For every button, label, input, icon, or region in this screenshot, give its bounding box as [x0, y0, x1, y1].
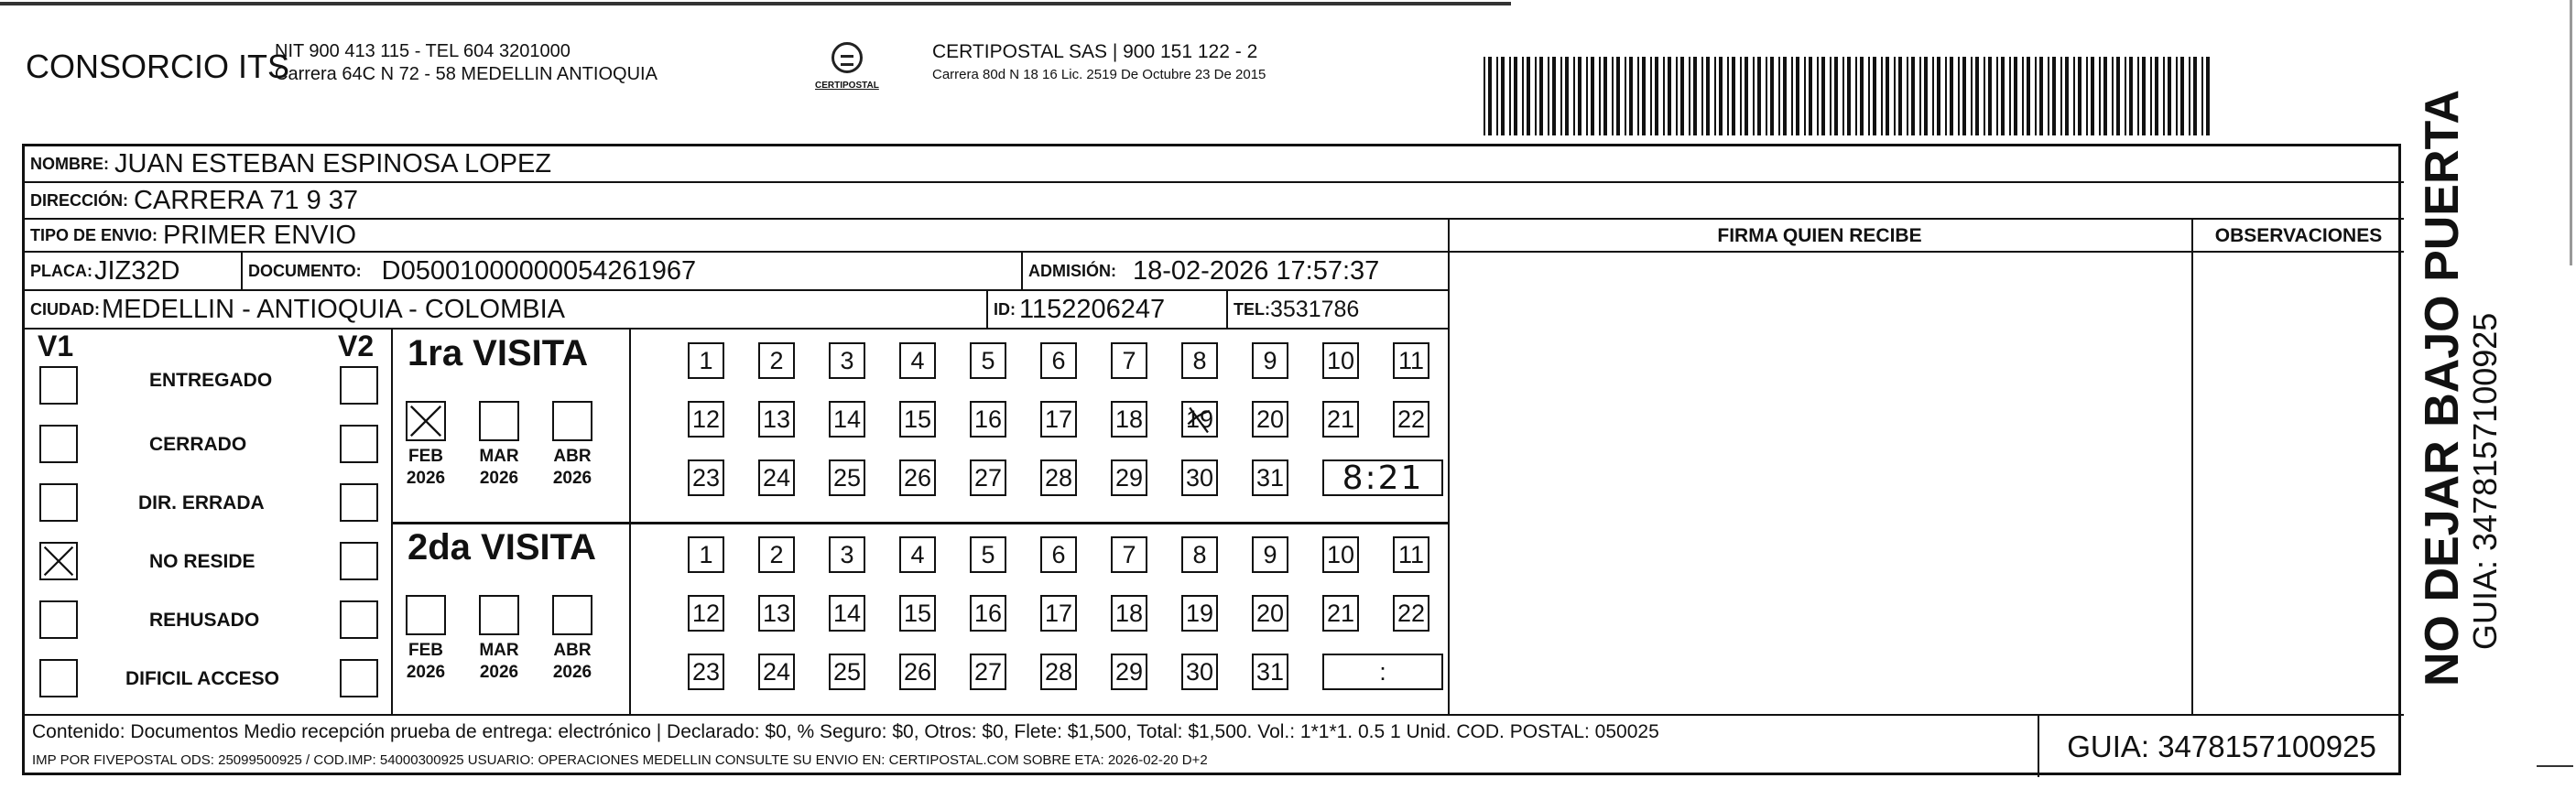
visit-0-day-12[interactable] — [688, 401, 724, 438]
side-vertical-text — [2418, 90, 2504, 686]
visit-1-day-13[interactable] — [758, 595, 795, 632]
visit-1-day-7[interactable] — [1111, 536, 1147, 573]
visit-1-day-29[interactable] — [1111, 654, 1147, 690]
visit-1-day-23[interactable] — [688, 654, 724, 690]
guia-number: GUIA: 3478157100925 — [2038, 716, 2404, 777]
visit-1-day-14[interactable] — [829, 595, 865, 632]
visit-0-day-21[interactable] — [1322, 401, 1359, 438]
visit-1-day-30[interactable] — [1181, 654, 1218, 690]
day-number: 1 — [699, 346, 713, 374]
day-number: 25 — [832, 657, 862, 686]
documento-value: D05001000000054261967 — [381, 255, 697, 286]
visit-1-day-8[interactable] — [1181, 536, 1218, 573]
day-number: 4 — [910, 346, 925, 374]
visit-0-day-25[interactable] — [829, 459, 865, 496]
visit-0-day-9[interactable] — [1252, 342, 1288, 379]
visit-0-day-17[interactable] — [1040, 401, 1077, 438]
status-label-1: CERRADO — [149, 434, 247, 455]
observaciones-header: OBSERVACIONES — [2191, 220, 2404, 253]
day-number: 7 — [1122, 540, 1136, 568]
visit-0-day-15[interactable] — [899, 401, 936, 438]
visit-0-day-4[interactable] — [899, 342, 936, 379]
v1-checkbox-0[interactable] — [39, 366, 78, 405]
visit-1-day-17[interactable] — [1040, 595, 1077, 632]
direccion-value: CARRERA 71 9 37 — [134, 185, 359, 215]
id-value: 1152206247 — [1019, 294, 1166, 324]
visit-0-day-23[interactable] — [688, 459, 724, 496]
footer — [25, 714, 2404, 775]
visit-title-1: 2da VISITA — [408, 527, 596, 567]
tipo-envio-value: PRIMER ENVIO — [163, 220, 357, 250]
v2-checkbox-5[interactable] — [340, 659, 378, 697]
visit-1-time-box[interactable] — [1322, 654, 1443, 690]
day-number: 18 — [1114, 599, 1144, 627]
v2-checkbox-0[interactable] — [340, 366, 378, 405]
visit-1-day-18[interactable] — [1111, 595, 1147, 632]
day-number: 14 — [832, 405, 862, 433]
visit-0-month-label-1: MAR — [479, 447, 519, 466]
top-border-line — [0, 2, 1511, 5]
day-number: 16 — [973, 405, 1003, 433]
day-number: 20 — [1255, 599, 1285, 627]
nombre-label: NOMBRE: — [30, 154, 109, 173]
company-address: Carrera 64C N 72 - 58 MEDELLIN ANTIOQUIA — [275, 64, 658, 84]
day-number: 23 — [691, 463, 721, 492]
visit-0-day-30[interactable] — [1181, 459, 1218, 496]
visit-1-year-label-2: 2026 — [552, 663, 592, 682]
x-mark-icon — [41, 544, 76, 578]
day-number: 19 — [1185, 599, 1214, 627]
day-number: 12 — [691, 405, 721, 433]
day-number: 16 — [973, 599, 1003, 627]
tel-label: TEL: — [1234, 299, 1270, 319]
visit-0-day-31[interactable] — [1252, 459, 1288, 496]
visit-0-day-19[interactable] — [1181, 401, 1218, 438]
no-dejar-bajo-puerta-text: NO DEJAR BAJO PUERTA — [2416, 89, 2469, 686]
visit-0-month-label-0: FEB — [408, 447, 443, 466]
row-nombre — [25, 146, 2404, 183]
day-number: 21 — [1326, 405, 1355, 433]
day-number: 28 — [1044, 463, 1073, 492]
day-number: 30 — [1185, 657, 1214, 686]
day-number: 17 — [1044, 405, 1073, 433]
day-number: 25 — [832, 463, 862, 492]
observaciones-area[interactable] — [2191, 253, 2404, 714]
row-tipo-envio — [25, 220, 1448, 253]
v2-checkbox-4[interactable] — [340, 600, 378, 639]
day-number: 15 — [903, 405, 932, 433]
visit-0-day-20[interactable] — [1252, 401, 1288, 438]
row-direccion — [25, 183, 2404, 220]
day-number: 31 — [1255, 463, 1285, 492]
certipostal-logo-icon: CERTIPOSTAL — [815, 42, 879, 103]
day-number: 2 — [769, 346, 784, 374]
row-ciudad — [25, 291, 1448, 330]
visit-1-day-3[interactable] — [829, 536, 865, 573]
visit-1-month-label-1: MAR — [479, 641, 519, 660]
brand-name: CONSORCIO ITS — [26, 48, 290, 85]
tipo-envio-label: TIPO DE ENVIO: — [30, 225, 158, 244]
v1-checkbox-4[interactable] — [39, 600, 78, 639]
shipping-label-grid — [22, 144, 2401, 775]
corner-tick — [2537, 765, 2573, 767]
visit-1-month-checkbox-0[interactable] — [406, 595, 446, 635]
status-area — [25, 330, 1448, 714]
day-number: 26 — [903, 657, 932, 686]
firma-header: FIRMA QUIEN RECIBE — [1448, 220, 2191, 253]
nombre-value: JUAN ESTEBAN ESPINOSA LOPEZ — [114, 148, 552, 178]
visit-1-day-25[interactable] — [829, 654, 865, 690]
visit-day-grid — [631, 330, 1448, 714]
visit-1-day-28[interactable] — [1040, 654, 1077, 690]
v1-header: V1 — [38, 330, 74, 362]
v2-checkbox-2[interactable] — [340, 483, 378, 522]
row-placa-documento — [25, 253, 1448, 291]
day-number: 17 — [1044, 599, 1073, 627]
day-number: 12 — [691, 599, 721, 627]
visit-0-month-checkbox-1[interactable] — [479, 401, 519, 441]
visit-0-year-label-1: 2026 — [479, 469, 519, 488]
day-number: 27 — [973, 463, 1003, 492]
visit-time-value: : — [1379, 657, 1386, 686]
v2-header: V2 — [338, 330, 375, 362]
day-number: 19 — [1185, 405, 1214, 433]
visit-0-day-22[interactable] — [1393, 401, 1429, 438]
visit-1-day-6[interactable] — [1040, 536, 1077, 573]
day-number: 27 — [973, 657, 1003, 686]
visit-1-month-checkbox-1[interactable] — [479, 595, 519, 635]
day-number: 22 — [1397, 599, 1426, 627]
visit-0-day-1[interactable] — [688, 342, 724, 379]
visit-1-month-checkbox-2[interactable] — [552, 595, 592, 635]
ciudad-value: MEDELLIN - ANTIOQUIA - COLOMBIA — [102, 294, 565, 324]
day-number: 24 — [762, 657, 791, 686]
visit-1-month-label-0: FEB — [408, 641, 443, 660]
certipostal-info — [932, 40, 1266, 86]
placa-value: JIZ32D — [94, 255, 180, 286]
day-number: 5 — [981, 540, 995, 568]
day-mark-icon — [1183, 403, 1216, 436]
day-number: 14 — [832, 599, 862, 627]
day-number: 28 — [1044, 657, 1073, 686]
day-number: 8 — [1192, 346, 1207, 374]
day-number: 7 — [1122, 346, 1136, 374]
day-number: 3 — [840, 540, 854, 568]
certipostal-address: Carrera 80d N 18 16 Lic. 2519 De Octubre 23 De 2015 — [932, 67, 1266, 82]
visit-1-month-label-2: ABR — [553, 641, 592, 660]
day-number: 30 — [1185, 463, 1214, 492]
visit-1-day-5[interactable] — [970, 536, 1006, 573]
visit-0-day-10[interactable] — [1322, 342, 1359, 379]
visit-1-day-27[interactable] — [970, 654, 1006, 690]
day-number: 1 — [699, 540, 713, 568]
visit-1-day-1[interactable] — [688, 536, 724, 573]
visit-0-time-box[interactable] — [1322, 459, 1443, 496]
status-label-5: DIFICIL ACCESO — [125, 668, 280, 689]
visit-0-day-6[interactable] — [1040, 342, 1077, 379]
day-number: 11 — [1397, 540, 1425, 568]
admision-value: 18-02-2026 17:57:37 — [1133, 255, 1380, 286]
day-number: 3 — [840, 346, 854, 374]
day-number: 31 — [1255, 657, 1285, 686]
day-number: 29 — [1114, 463, 1144, 492]
day-number: 20 — [1255, 405, 1285, 433]
visit-0-day-16[interactable] — [970, 401, 1006, 438]
company-nit: NIT 900 413 115 - TEL 604 3201000 — [275, 41, 571, 61]
v2-checkbox-3[interactable] — [340, 542, 378, 580]
day-number: 24 — [762, 463, 791, 492]
tel-value: 3531786 — [1270, 296, 1360, 322]
visit-0-year-label-2: 2026 — [552, 469, 592, 488]
day-number: 10 — [1326, 540, 1355, 568]
visit-1-year-label-1: 2026 — [479, 663, 519, 682]
firma-signature-area[interactable] — [1448, 253, 2191, 714]
day-number: 4 — [910, 540, 925, 568]
day-number: 10 — [1326, 346, 1355, 374]
day-number: 13 — [762, 405, 791, 433]
v1-checkbox-5[interactable] — [39, 659, 78, 697]
visit-0-day-2[interactable] — [758, 342, 795, 379]
visit-0-month-checkbox-0[interactable] — [406, 401, 446, 441]
visit-0-day-5[interactable] — [970, 342, 1006, 379]
v1-checkbox-1[interactable] — [39, 425, 78, 463]
visit-0-day-3[interactable] — [829, 342, 865, 379]
visit-1-day-24[interactable] — [758, 654, 795, 690]
direccion-label: DIRECCIÓN: — [30, 190, 128, 210]
x-mark-icon — [408, 403, 444, 439]
certipostal-nit: CERTIPOSTAL SAS | 900 151 122 - 2 — [932, 41, 1258, 62]
footer-print-line: IMP POR FIVEPOSTAL ODS: 25099500925 / COD.IMP: 54000300925 USUARIO: OPERACIONES MEDELLIN CONSULTE SU ENVIO EN: CERTIPOSTAL.COM SOBRE ETA: 2026-02-20 D+2 — [32, 752, 1208, 768]
day-number: 9 — [1263, 346, 1277, 374]
company-info — [275, 40, 658, 86]
visit-1-year-label-0: 2026 — [406, 663, 446, 682]
visit-title-0: 1ra VISITA — [408, 333, 589, 373]
status-label-2: DIR. ERRADA — [138, 492, 265, 513]
visit-1-day-16[interactable] — [970, 595, 1006, 632]
visit-1-day-10[interactable] — [1322, 536, 1359, 573]
visit-0-day-29[interactable] — [1111, 459, 1147, 496]
id-label: ID: — [994, 299, 1016, 319]
side-guia-text: GUIA: 3478157100925 — [2466, 312, 2504, 650]
v2-checkbox-1[interactable] — [340, 425, 378, 463]
day-number: 5 — [981, 346, 995, 374]
footer-content-line: Contenido: Documentos Medio recepción prueba de entrega: electrónico | Declarado: $0, % Seguro: $0, Otros: $0, Flete: $1,500, Total: $1,500. Vol.: 1*1*1. 0.5 1 Unid. COD. POSTAL: 050025 — [32, 721, 1659, 742]
visit-time-value: 8:21 — [1342, 459, 1424, 497]
visit-0-day-27[interactable] — [970, 459, 1006, 496]
day-number: 23 — [691, 657, 721, 686]
visit-1-day-15[interactable] — [899, 595, 936, 632]
visit-0-day-26[interactable] — [899, 459, 936, 496]
day-number: 8 — [1192, 540, 1207, 568]
admision-label: ADMISIÓN: — [1028, 261, 1116, 280]
status-label-4: REHUSADO — [149, 610, 260, 631]
visit-0-day-18[interactable] — [1111, 401, 1147, 438]
visit-0-day-24[interactable] — [758, 459, 795, 496]
visit-0-day-11[interactable] — [1393, 342, 1429, 379]
visit-1-day-4[interactable] — [899, 536, 936, 573]
day-number: 6 — [1051, 540, 1066, 568]
v1-checkbox-2[interactable] — [39, 483, 78, 522]
status-label-0: ENTREGADO — [149, 370, 273, 391]
visit-1-day-2[interactable] — [758, 536, 795, 573]
visit-1-day-26[interactable] — [899, 654, 936, 690]
v1-checkbox-3[interactable] — [39, 542, 78, 580]
documento-label: DOCUMENTO: — [248, 261, 362, 280]
visit-0-day-28[interactable] — [1040, 459, 1077, 496]
day-number: 22 — [1397, 405, 1426, 433]
placa-label: PLACA: — [30, 261, 92, 280]
day-number: 26 — [903, 463, 932, 492]
visit-1-day-20[interactable] — [1252, 595, 1288, 632]
day-number: 11 — [1397, 346, 1425, 374]
visit-0-month-label-2: ABR — [553, 447, 592, 466]
visit-0-month-checkbox-2[interactable] — [552, 401, 592, 441]
visit-1-day-11[interactable] — [1393, 536, 1429, 573]
visit-0-day-14[interactable] — [829, 401, 865, 438]
visit-1-day-9[interactable] — [1252, 536, 1288, 573]
visit-0-year-label-0: 2026 — [406, 469, 446, 488]
visit-1-day-19[interactable] — [1181, 595, 1218, 632]
status-label-3: NO RESIDE — [149, 551, 255, 572]
visit-1-day-31[interactable] — [1252, 654, 1288, 690]
day-number: 29 — [1114, 657, 1144, 686]
day-number: 9 — [1263, 540, 1277, 568]
barcode-icon — [1484, 57, 2216, 135]
day-number: 6 — [1051, 346, 1066, 374]
visit-0-day-13[interactable] — [758, 401, 795, 438]
visit-0-day-8[interactable] — [1181, 342, 1218, 379]
visit-1-day-21[interactable] — [1322, 595, 1359, 632]
ciudad-label: CIUDAD: — [30, 299, 100, 319]
visit-0-day-7[interactable] — [1111, 342, 1147, 379]
day-number: 13 — [762, 599, 791, 627]
day-number: 2 — [769, 540, 784, 568]
day-number: 15 — [903, 599, 932, 627]
day-number: 18 — [1114, 405, 1144, 433]
day-number: 21 — [1326, 599, 1355, 627]
visit-1-day-12[interactable] — [688, 595, 724, 632]
right-edge-line — [2570, 0, 2572, 265]
visit-1-day-22[interactable] — [1393, 595, 1429, 632]
